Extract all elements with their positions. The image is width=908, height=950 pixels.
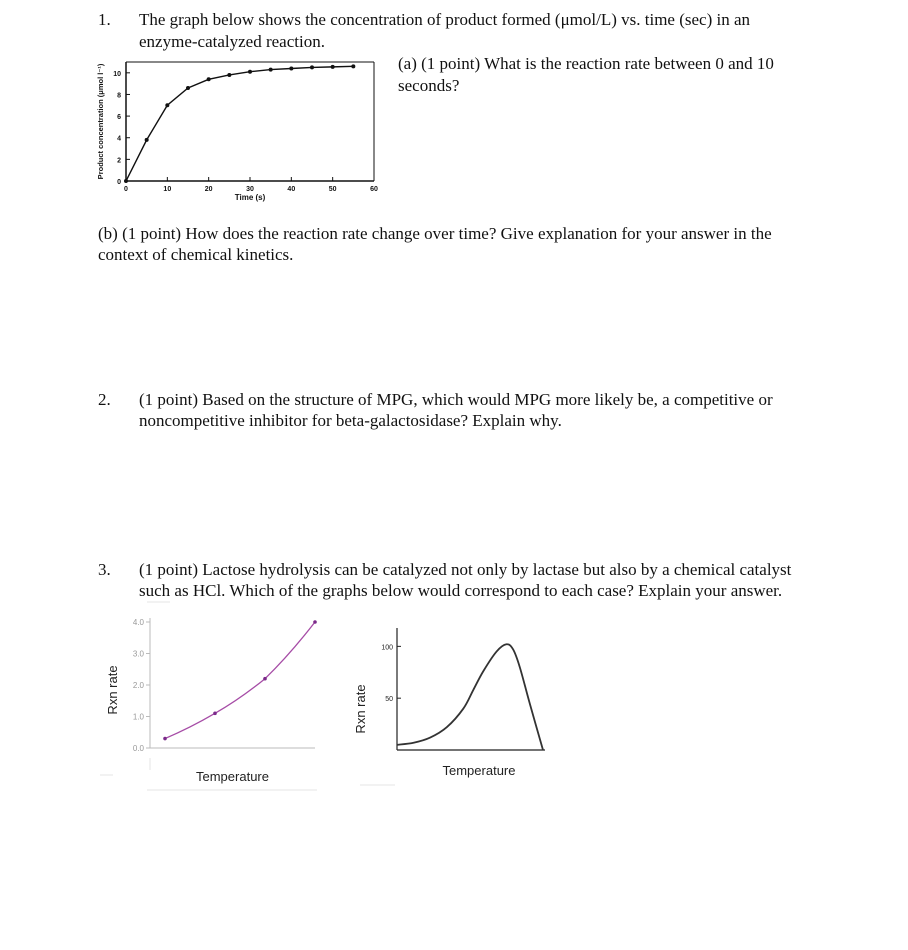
question-1-number: 1. [98, 10, 111, 29]
data-point [248, 70, 252, 74]
data-point [165, 103, 169, 107]
data-point [313, 620, 317, 624]
question-2-line-2: noncompetitive inhibitor for beta-galactosidase? Explain why. [139, 411, 562, 430]
y-tick-label: 0 [117, 179, 121, 186]
question-1-intro-line-2: enzyme-catalyzed reaction. [139, 32, 325, 51]
x-tick-label: 0 [124, 186, 128, 193]
question-3-number: 3. [98, 560, 111, 579]
question-3-line-1: (1 point) Lactose hydrolysis can be catalyzed not only by lactase but also by a chemical catalyst [139, 560, 792, 579]
data-point [263, 677, 267, 681]
x-tick-label: 30 [246, 186, 254, 193]
x-axis-label: Time (s) [234, 193, 266, 202]
x-axis-label: Temperature [196, 769, 269, 784]
data-point [124, 179, 128, 183]
x-tick-label: 40 [287, 186, 296, 193]
data-point [213, 712, 217, 716]
catalyst-rate-vs-temperature-chart [95, 600, 335, 800]
rate-curve [397, 644, 543, 750]
data-point [207, 77, 211, 81]
question-1-intro-line-1: The graph below shows the concentration of product formed (μmol/L) vs. time (sec) in an [139, 10, 751, 29]
y-tick-label: 8 [117, 92, 121, 100]
data-point [227, 73, 231, 77]
data-point [331, 65, 335, 69]
y-tick-label: 100 [381, 644, 393, 652]
y-tick-label: 4.0 [132, 618, 144, 627]
question-1a-line-1: (a) (1 point) What is the reaction rate between 0 and 10 [398, 54, 774, 73]
question-1b-line-1: (b) (1 point) How does the reaction rate change over time? Give explanation for your answer in the [98, 224, 772, 243]
enzyme-rate-vs-temperature-chart [345, 620, 575, 810]
y-tick-label: 4 [117, 135, 121, 143]
data-point [145, 138, 149, 142]
y-tick-label: 50 [385, 696, 393, 704]
data-point [351, 64, 355, 68]
data-point [310, 65, 314, 69]
question-2-line-1: (1 point) Based on the structure of MPG, which would MPG more likely be, a competitive or [139, 390, 773, 409]
data-series-line [126, 66, 353, 181]
rate-curve [165, 622, 315, 739]
y-tick-label: 6 [117, 114, 121, 122]
question-2-number: 2. [98, 390, 111, 409]
x-axis-label: Temperature [442, 763, 516, 778]
data-point [163, 737, 167, 741]
y-tick-label: 10 [113, 70, 121, 78]
x-tick-label: 50 [328, 186, 337, 193]
data-point [289, 66, 293, 70]
y-axis-label: Rxn rate [353, 684, 368, 734]
y-tick-label: 3.0 [132, 649, 144, 659]
y-axis-label: Product concentration (μmol l⁻¹) [96, 63, 105, 180]
y-tick-label: 1.0 [132, 712, 144, 722]
question-1b-line-2: context of chemical kinetics. [98, 245, 294, 264]
data-point [269, 68, 273, 72]
question-1a-line-2: seconds? [398, 76, 460, 95]
y-axis-label: Rxn rate [105, 665, 120, 715]
y-tick-label: 2 [117, 157, 121, 165]
question-3-line-2: such as HCl. Which of the graphs below would correspond to each case? Explain your answer. [139, 581, 783, 600]
y-tick-label: 2.0 [132, 681, 144, 690]
x-tick-label: 60 [370, 186, 378, 193]
x-tick-label: 20 [204, 186, 213, 193]
y-tick-label: 0.0 [132, 744, 144, 753]
x-tick-label: 10 [163, 186, 172, 193]
data-point [186, 86, 190, 90]
